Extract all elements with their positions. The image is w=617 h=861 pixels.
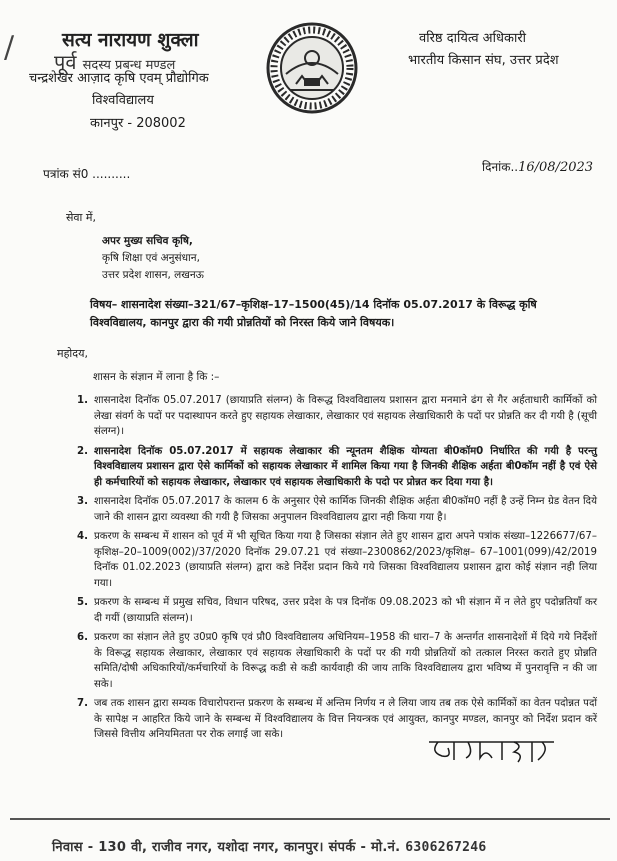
member-prefix: पूर्व	[54, 50, 77, 74]
point-text: शासनादेश दिनॉक 05.07.2017 में सहायक लेखाकार की न्यूनतम शैक्षिक योग्यता बी0कॉम0 निर्धारित की गयी है परन्तु विश्वविद्यालय प्रशासन द्वारा ऐसे कार्मिकों को सहायक लेखाकार में शामिल किया गया है जिनकी शैक्षिक अर्हता बी0कॉम नहीं है एवं ऐसे ही कर्मचारियों को सहायक लेखाकार, लेखाकार एवं सहायक लेखाधिकारी के पदो पर प्रोन्नत कर दिया गया है।	[94, 445, 597, 488]
point-text: प्रकरण के सम्बन्ध में प्रमुख सचिव, विधान परिषद, उत्तर प्रदेश के पत्र दिनॉक 09.08.2023 को भी संज्ञान में न लेते हुए पदोन्नतियॉं कर दी गयीं (छायाप्रति संलग्न)।	[94, 597, 597, 624]
addressee-block	[102, 233, 204, 284]
list-item	[77, 630, 597, 692]
point-text: शासनादेश दिनॉक 05.07.2017 के कालम 6 के अनुसार ऐसे कार्मिक जिनकी शैक्षिक अर्हता बी0कॉम0 नहीं है उन्हें निम्न ग्रेड वेतन दिये जाने की शासन द्वारा व्यवस्था की गयी है जिसका अनुपालन विश्वविद्यालय द्वारा नही किया गया है।	[94, 496, 597, 523]
list-item	[77, 529, 597, 591]
point-text: जब तक शासन द्वारा सम्यक विचारोपरान्त प्रकरण के सम्बन्ध में अन्तिम निर्णय न ले लिया जाय तब तक ऐसे कार्मिकों का वेतन पदोन्नत पदों के सापेक्ष न आहरित किये जाने के सम्बन्ध में विश्वविद्यालय के वित्त नियन्त्रक एवं आयुक्त, कानपुर मण्डल, कानपुर को निर्देश प्रदान करें जिससे वित्तीय अनियमितता पर रोक लगाई जा सके।	[94, 698, 597, 740]
footer-divider	[10, 818, 610, 820]
margin-mark: /	[4, 30, 15, 65]
city-line: कानपुर - 208002	[90, 116, 186, 131]
salutation: सेवा में,	[66, 211, 96, 224]
point-number: 4.	[77, 531, 88, 542]
footer-address-text: निवास - 130 वी, राजीव नगर, यशोदा नगर, कानपुर। संपर्क - मो.नं.	[52, 840, 401, 855]
point-number: 7.	[77, 698, 88, 709]
university-line-1: चन्द्रशेखर आज़ाद कृषि एवम् प्रौद्योगिक	[29, 71, 209, 86]
point-number: 1.	[77, 395, 88, 406]
addressee-line: कृषि शिक्षा एवं अनुसंधान,	[102, 252, 200, 264]
points-list	[77, 393, 597, 747]
point-number: 2.	[77, 445, 88, 457]
member-text: सदस्य प्रबन्ध मण्डल	[82, 58, 176, 73]
point-text: शासनादेश दिनॉक 05.07.2017 (छायाप्रति संलग्न) के विरूद्ध विश्वविद्यालय प्रशासन द्वारा मनमाने ढंग से गैर अर्हताधारी कार्मिकों को लेखा संवर्ग के पदों पर पदास्थापन करते हुए सहायक लेखाकार, लेखाकार एवं सहायक लेखाधिकारी के पदों पर प्रोन्नति कर दी गयी है (सूची संलग्न)।	[94, 395, 597, 437]
reference-number: पत्रांक सं0 ..........	[43, 167, 131, 181]
university-line-2: विश्वविद्यालय	[92, 93, 154, 108]
intro-line: शासन के संज्ञान में लाना है कि :–	[93, 371, 220, 383]
point-number: 5.	[77, 597, 88, 608]
footer-address	[52, 837, 487, 855]
organization: भारतीय किसान संघ, उत्तर प्रदेश	[408, 53, 559, 68]
footer-phone: 6306267246	[405, 840, 487, 855]
list-item	[77, 393, 597, 440]
addressee-line: उत्तर प्रदेश शासन, लखनऊ	[102, 269, 204, 281]
handwritten-signature	[424, 730, 559, 768]
list-item	[77, 494, 597, 525]
date-label: दिनांक..	[482, 160, 519, 174]
date-value: 16/08/2023	[518, 160, 594, 175]
addressee-line: अपर मुख्य सचिव कृषि,	[102, 235, 193, 247]
point-number: 3.	[77, 496, 88, 507]
point-text: प्रकरण के सम्बन्ध में शासन को पूर्व में भी सूचित किया गया है जिसका संज्ञान लेते हुए शासन द्वारा अपने पत्रांक संख्या–1226677/67–कृशिक्ष–20–1009(002)/37/2020 दिनॉक 29.07.21 एवं संख्या–2300862/2023/कृशिक्ष– 67–1001(099)/42/2019 दिनॉक 01.02.2023 (छायाप्रति संलग्न) द्वारा कडे निर्देश प्रदान किये गये जिसका विश्वविद्यालय प्रशासन द्वारा कोई संज्ञान नही लिया गया।	[94, 531, 597, 589]
designation: वरिष्ठ दायित्व अधिकारी	[419, 31, 527, 46]
point-text: प्रकरण का संज्ञान लेते हुए उ0प्र0 कृषि एवं प्रौ0 विश्वविद्यालय अधिनियम–1958 की धारा–7 के अन्तर्गत शासनादेशों में दिये गये निर्देशों के विरूद्ध सहायक लेखाकार, लेखाकार एवं सहायक लेखाधिकारी के पदों पर की गयी प्रोन्नतियों को तत्काल निरस्त कराते हुए प्रोन्नति समिति/दोषी अधिकारियों/कर्मचारियों के विरूद्ध कडी से कडी कार्यवाही की जाय ताकि विश्वविद्यालय द्वारा भविष्य में पुनरावृत्ति न की जा सके।	[94, 632, 597, 690]
list-item	[77, 595, 597, 626]
point-number: 6.	[77, 632, 88, 643]
greeting: महोदय,	[57, 347, 88, 360]
date-line	[482, 158, 593, 175]
list-item	[77, 444, 597, 491]
sender-name: सत्य नारायण शुक्ला	[62, 29, 199, 51]
subject-line: विषय– शासनादेश संख्या–321/67–कृशिक्ष–17–1500(45)/14 दिनॉक 05.07.2017 के विरूद्ध कृषि विश्वविद्यालय, कानपुर द्वारा की गयी प्रोन्नतियों को निरस्त किये जाने विषयक।	[90, 298, 537, 329]
emblem-seal-icon	[266, 22, 358, 114]
